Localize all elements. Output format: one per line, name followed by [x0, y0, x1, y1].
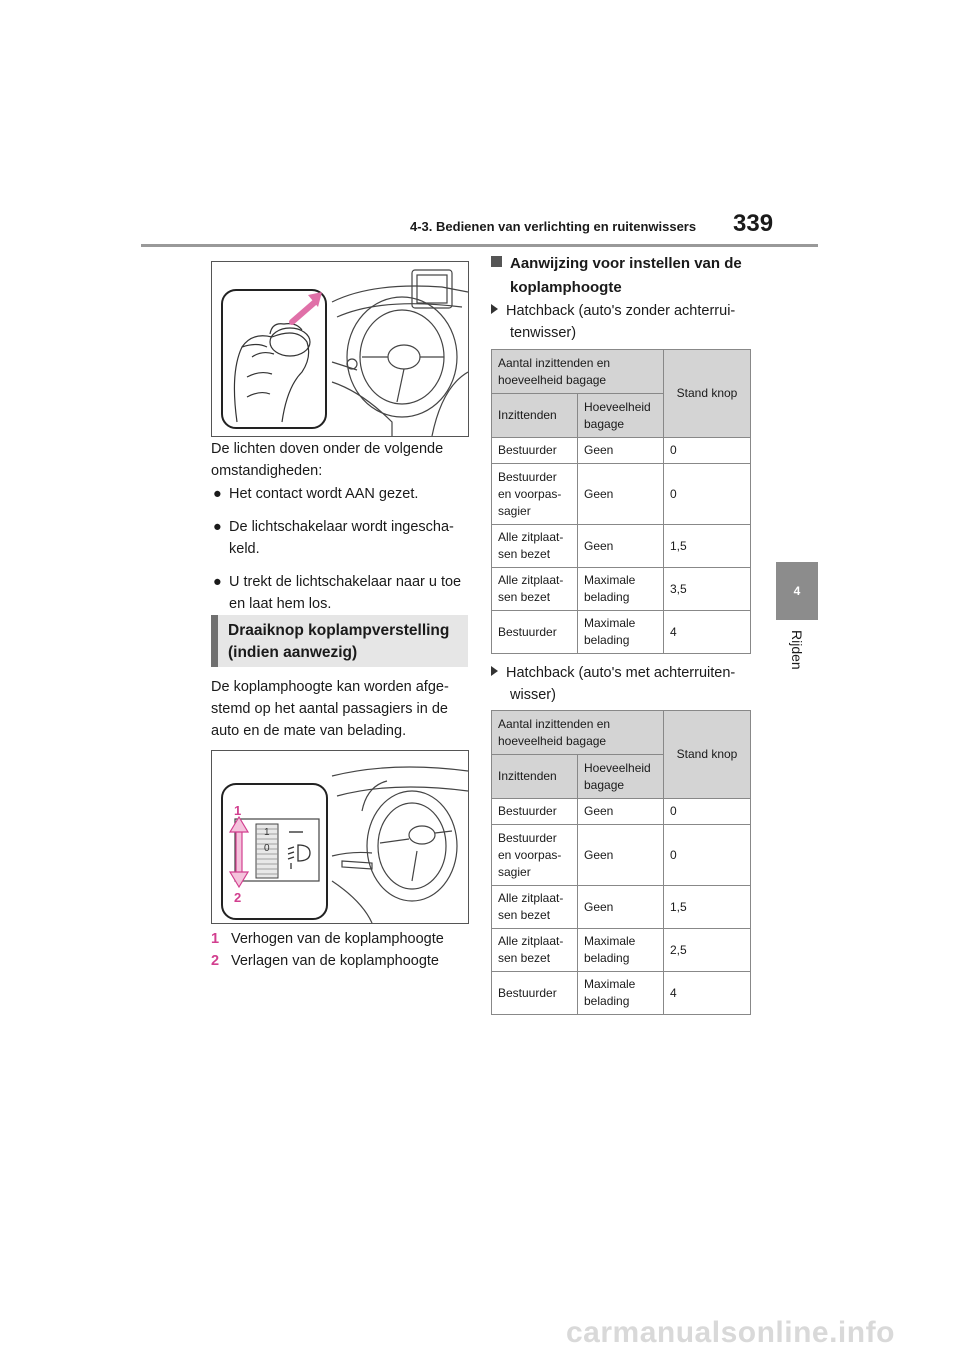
table-row: Bestuurder en voorpas- sagier Geen 0	[492, 464, 751, 525]
callout-1: 1	[234, 803, 242, 818]
intro-paragraph	[211, 438, 471, 482]
list-item-text: keld.	[229, 541, 260, 557]
table-row: Alle zitplaat- sen bezet Geen 1,5	[492, 525, 751, 568]
body-line: auto en de mate van belading.	[211, 723, 407, 739]
table-group-header: Aantal inzittenden en hoeveelheid bagage	[492, 711, 664, 755]
section-title: Draaiknop koplampverstelling	[228, 622, 450, 639]
table-col-occupants: Inzittenden	[492, 394, 578, 438]
dashboard-illustration	[212, 751, 468, 923]
table-hatchback-with-rear-wiper	[491, 710, 751, 1015]
chapter-tab: 4	[776, 562, 818, 620]
body-line: De koplamphoogte kan worden afge-	[211, 679, 449, 695]
subheading-1	[491, 300, 761, 344]
bullet-icon: ●	[213, 519, 222, 535]
table-row: Alle zitplaat- sen bezet Geen 1,5	[492, 886, 751, 929]
subheading-line: Hatchback (auto's met achterruiten-	[506, 665, 736, 681]
table-row: Bestuurder Maximale belading 4	[492, 972, 751, 1015]
watermark: carmanualsonline.info	[566, 1316, 895, 1349]
table-row: Bestuurder en voorpas- sagier Geen 0	[492, 825, 751, 886]
list-item-text: en laat hem los.	[229, 596, 332, 612]
legend-item	[211, 928, 481, 950]
figure-legend	[211, 928, 481, 972]
callout-2: 2	[234, 890, 242, 905]
subheading-2	[491, 662, 761, 706]
table-row: Alle zitplaat- sen bezet Maximale belading 3,5	[492, 568, 751, 611]
table-col-load: Hoeveelheid bagage	[578, 394, 664, 438]
bullet-icon: ●	[213, 574, 222, 590]
subheading-line: Hatchback (auto's zonder achterrui-	[506, 303, 736, 319]
intro-line: De lichten doven onder de volgende	[211, 441, 444, 457]
conditions-list	[213, 483, 475, 615]
list-item-text: De lichtschakelaar wordt ingescha-	[229, 519, 454, 535]
heading-line: koplamphoogte	[510, 279, 622, 296]
legend-item	[211, 950, 481, 972]
triangle-bullet-icon	[491, 304, 498, 314]
chapter-label: Rijden	[789, 630, 805, 670]
table-stand-header: Stand knop	[664, 711, 751, 799]
section-header: 4-3. Bedienen van verlichting en ruitenwissers	[410, 219, 697, 234]
list-item	[213, 516, 475, 560]
table-stand-header: Stand knop	[664, 350, 751, 438]
table-row: Bestuurder Geen 0	[492, 438, 751, 464]
body-paragraph	[211, 676, 473, 742]
list-item-text: Het contact wordt AAN gezet.	[229, 486, 419, 502]
page-number: 339	[733, 210, 774, 237]
legend-text: Verlagen van de koplamphoogte	[231, 953, 439, 969]
subheading-line: tenwisser)	[510, 325, 577, 341]
figure-light-switch-lever	[211, 261, 469, 437]
table-group-header: Aantal inzittenden en hoeveelheid bagage	[492, 350, 664, 394]
body-line: stemd op het aantal passagiers in de	[211, 701, 448, 717]
dial-mark-bottom: 0	[264, 843, 270, 854]
table-col-load: Hoeveelheid bagage	[578, 755, 664, 799]
section-title: (indien aanwezig)	[228, 644, 358, 661]
triangle-bullet-icon	[491, 666, 498, 676]
right-heading	[491, 252, 761, 300]
header-divider	[141, 244, 818, 247]
intro-line: omstandigheden:	[211, 463, 323, 479]
dial-mark-top: 1	[264, 827, 270, 838]
legend-number: 2	[211, 953, 220, 969]
list-item	[213, 483, 475, 505]
table-col-occupants: Inzittenden	[492, 755, 578, 799]
square-bullet-icon	[491, 256, 502, 267]
list-item	[213, 571, 475, 615]
table-hatchback-no-rear-wiper	[491, 349, 751, 654]
figure-leveling-dial	[211, 750, 469, 924]
table-row: Alle zitplaat- sen bezet Maximale belading 2,5	[492, 929, 751, 972]
table-row: Bestuurder Maximale belading 4	[492, 611, 751, 654]
lever-illustration	[212, 262, 468, 436]
list-item-text: U trekt de lichtschakelaar naar u toe	[229, 574, 462, 590]
subheading-line: wisser)	[510, 687, 556, 703]
table-row: Bestuurder Geen 0	[492, 799, 751, 825]
heading-line: Aanwijzing voor instellen van de	[510, 255, 742, 272]
section-title-box	[211, 615, 468, 667]
legend-text: Verhogen van de koplamphoogte	[231, 931, 444, 947]
legend-number: 1	[211, 931, 220, 947]
bullet-icon: ●	[213, 486, 222, 502]
